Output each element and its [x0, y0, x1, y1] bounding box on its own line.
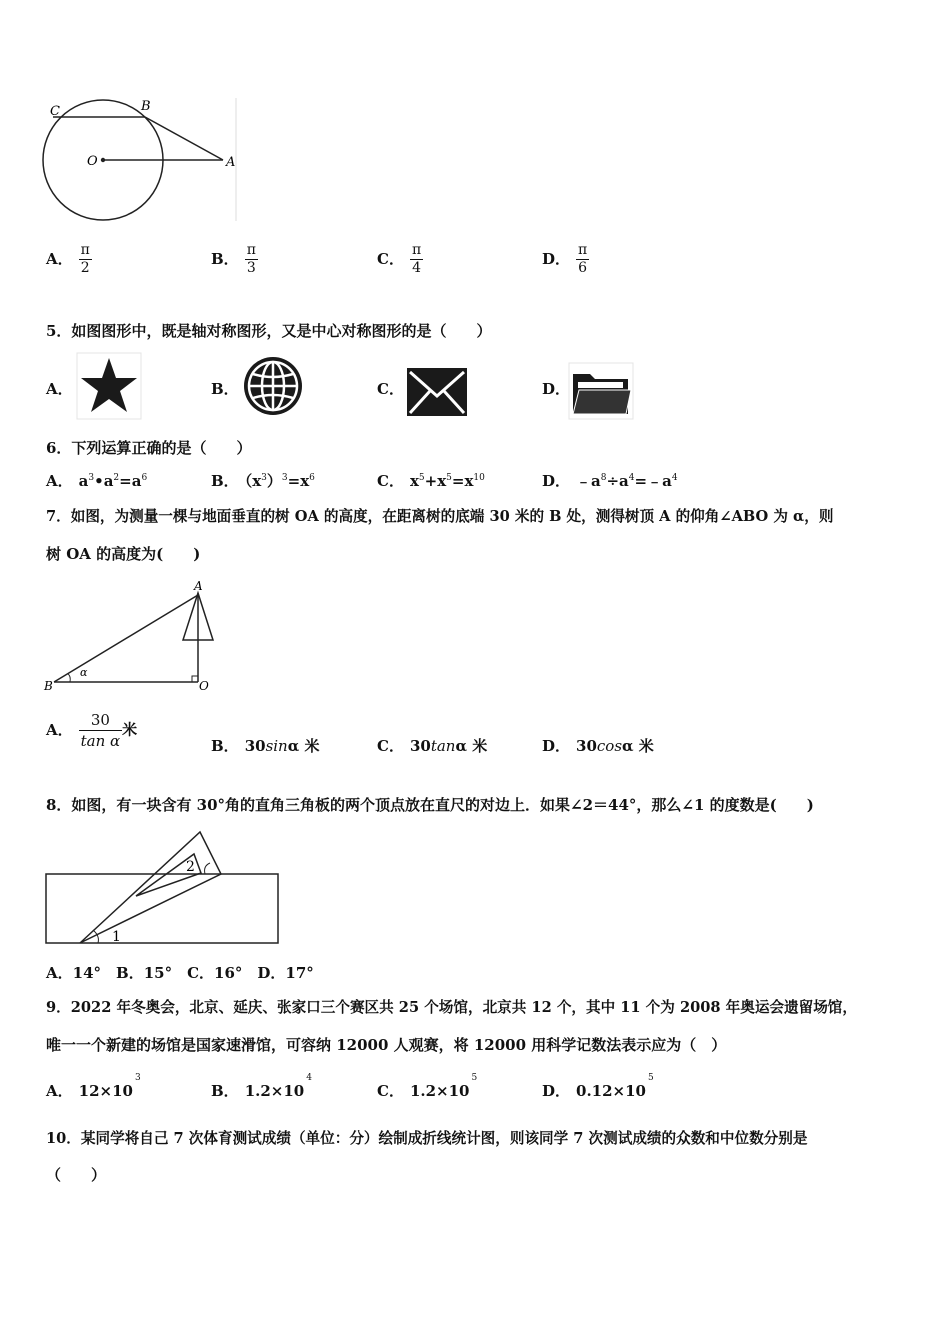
center-dot [101, 158, 105, 162]
angle-2-arc [205, 863, 210, 874]
label-2: 2 [186, 859, 195, 875]
right-angle-mark [192, 676, 198, 682]
fraction: $\frac{\pi}{6}$ [578, 242, 588, 276]
tangent-ba [145, 117, 223, 160]
fraction: $\frac{\pi}{2}$ [80, 242, 90, 276]
q5-option-b[interactable]: B． [211, 380, 239, 398]
envelope-icon [405, 364, 471, 420]
label-b: B [44, 679, 53, 693]
q7-option-d[interactable]: D． 30cosα 米 [542, 737, 654, 755]
label-alpha: α [80, 666, 88, 679]
q10-stem-line2: （ ） [46, 1166, 107, 1184]
q4-option-b[interactable]: B． $\frac{\pi}{3}$ [211, 242, 256, 276]
line-ba [54, 595, 198, 682]
q7-tree-figure [40, 578, 220, 694]
q7-stem-line2: 树 OA 的高度为( ) [46, 545, 201, 563]
fraction: $\frac{\pi}{3}$ [246, 242, 256, 276]
label-a: A [194, 579, 203, 593]
q5-option-a[interactable]: A． [46, 380, 73, 398]
q6-stem: 6．下列运算正确的是（ ） [46, 439, 252, 457]
q8-options[interactable]: A．14° B．15° C．16° D．17° [46, 964, 314, 982]
label-b: B [141, 99, 151, 114]
q7-stem-line1: 7．如图，为测量一棵与地面垂直的树 OA 的高度，在距离树的底端 30 米的 B 处，测得树顶 A 的仰角∠ABO 为 α，则 [46, 508, 834, 525]
q9-stem-line2: 唯一一个新建的场馆是国家速滑馆，可容纳 12000 人观赛，将 12000 用科学记数法表示应为（ ） [46, 1036, 727, 1054]
fraction: $\frac{\pi}{4}$ [411, 242, 422, 276]
q7-option-c[interactable]: C． 30tanα 米 [377, 737, 488, 755]
triangle-outer [80, 832, 221, 943]
q9-stem-line1: 9．2022 年冬奥会，北京、延庆、张家口三个赛区共 25 个场馆，北京共 12 个，其中 11 个为 2008 年奥运会遗留场馆， [46, 999, 857, 1016]
label-c: C [50, 104, 60, 119]
q5-stem: 5．如图图形中，既是轴对称图形，又是中心对称图形的是（ ） [46, 322, 492, 340]
q7-option-a[interactable]: A． $\frac{30}{\text{tan α}}$ 米 [46, 711, 138, 750]
ruler [46, 874, 278, 943]
q10-stem-line1: 10．某同学将自己 7 次体育测试成绩（单位：分）绘制成折线统计图，则该同学 7 次测试成绩的众数和中位数分别是 [46, 1130, 808, 1147]
q4-circle-figure [40, 95, 245, 225]
q8-ruler-triangle-figure [40, 826, 285, 950]
q6-option-b[interactable]: B． $(x^3)^3=x^6$ [211, 472, 315, 490]
label-o: O [87, 154, 98, 169]
q9-option-c[interactable]: C． $1.2\times 10^5$ [377, 1073, 478, 1100]
label-a: A [226, 155, 236, 170]
label-1: 1 [112, 929, 121, 945]
star-icon [76, 352, 142, 420]
q9-option-d[interactable]: D． $0.12\times 10^5$ [542, 1073, 654, 1100]
q6-option-a[interactable]: A． $a^3•a^2=a^6$ [46, 472, 148, 490]
q8-stem: 8．如图，有一块含有 30°角的直角三角板的两个顶点放在直尺的对边上．如果∠2＝44°，那么∠1 的度数是( ) [46, 796, 814, 814]
q7-option-b[interactable]: B． 30sinα 米 [211, 737, 320, 755]
fraction: $\frac{30}{\text{tan α}}$ [80, 711, 121, 750]
q4-option-a[interactable]: A． $\frac{\pi}{2}$ [46, 242, 90, 276]
q5-option-c[interactable]: C． [377, 380, 404, 398]
q4-option-d[interactable]: D． $\frac{\pi}{6}$ [542, 242, 588, 276]
q9-option-a[interactable]: A． $12\times 10^3$ [46, 1073, 141, 1100]
q5-option-d[interactable]: D． [542, 380, 571, 398]
folder-icon [568, 362, 634, 420]
q9-option-b[interactable]: B． $1.2\times 10^4$ [211, 1073, 312, 1100]
q4-option-c[interactable]: C． $\frac{\pi}{4}$ [377, 242, 422, 276]
q6-option-c[interactable]: C． $x^5+x^5=x^{10}$ [377, 472, 485, 490]
globe-icon [240, 352, 306, 420]
q6-option-d[interactable]: D． $﹣a^8\div a^4=﹣a^4$ [542, 472, 678, 490]
label-o: O [199, 679, 209, 693]
angle-arc [68, 674, 70, 682]
